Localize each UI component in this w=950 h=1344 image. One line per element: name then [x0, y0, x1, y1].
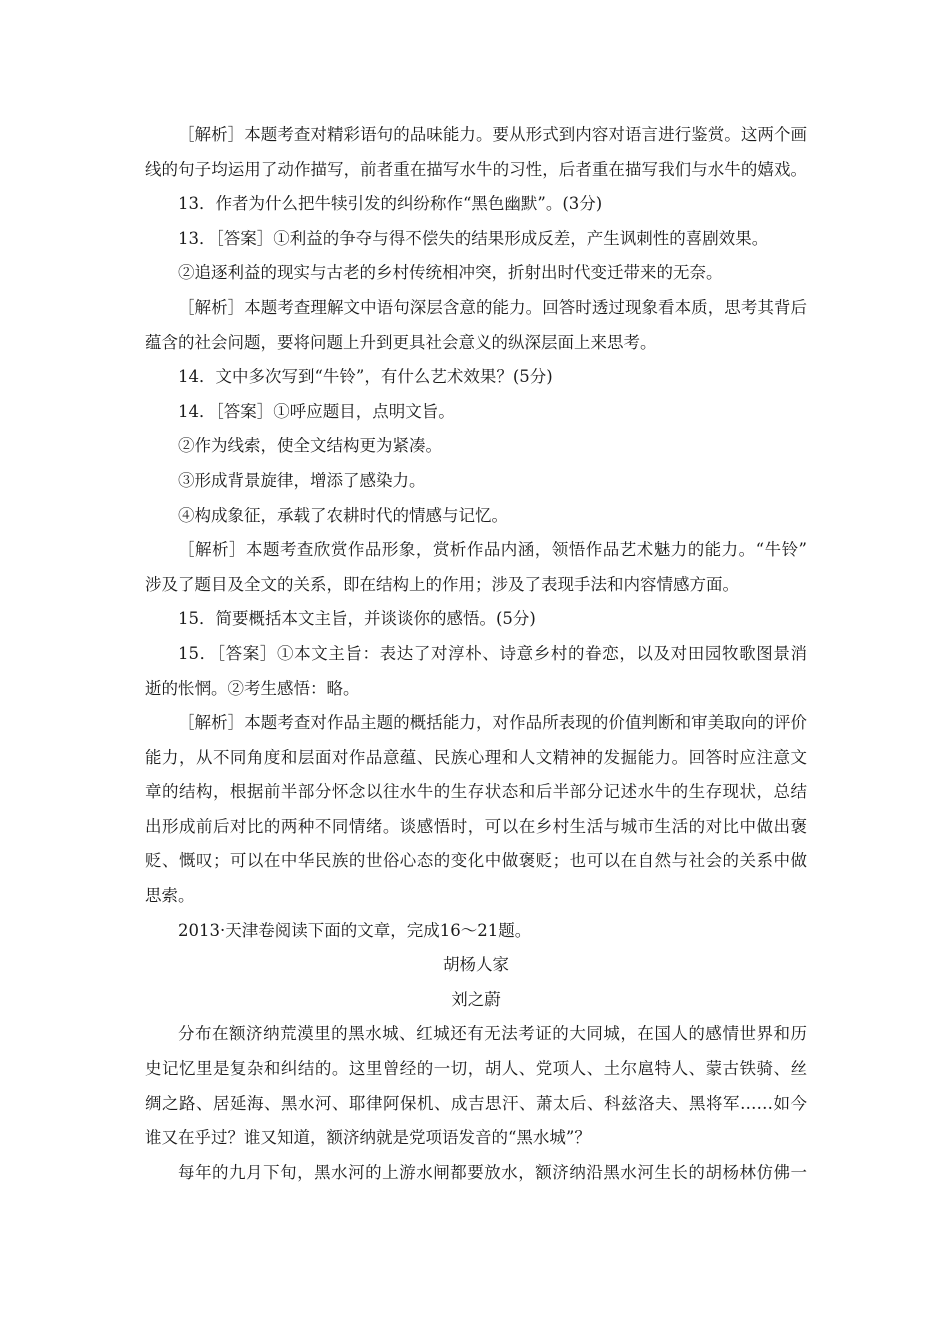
analysis-13-line-1: ［解析］本题考查理解文中语句深层含意的能力。回答时透过现象看本质，思考其背后	[178, 297, 807, 317]
analysis-12-line-1: ［解析］本题考查对精彩语句的品味能力。要从形式到内容对语言进行鉴赏。这两个画	[178, 125, 807, 144]
answer-15-line-2: 逝的怅惘。②考生感悟：略。	[145, 678, 360, 698]
analysis-15-line-3: 章的结构，根据前半部分怀念以往水牛的生存状态和后半部分记述水牛的生存现状，总结	[145, 782, 807, 802]
reading-intro: 2013·天津卷阅读下面的文章，完成16～21题。	[178, 920, 532, 940]
answer-14-line-4: ④构成象征，承载了农耕时代的情感与记忆。	[178, 505, 508, 525]
question-15: 15．简要概括本文主旨，并谈谈你的感悟。(5分)	[178, 609, 536, 629]
answer-14-line-2: ②作为线索，使全文结构更为紧凑。	[178, 436, 442, 456]
answer-13-line-2: ②追逐利益的现实与古老的乡村传统相冲突，折射出时代变迁带来的无奈。	[178, 263, 723, 283]
document-page	[145, 118, 807, 1190]
article-paragraph-1-line-2: 史记忆里是复杂和纠结的。这里曾经的一切，胡人、党项人、土尔扈特人、蒙古铁骑、丝	[145, 1059, 807, 1079]
article-paragraph-2-line-1: 每年的九月下旬，黑水河的上游水闸都要放水，额济纳沿黑水河生长的胡杨林仿佛一	[178, 1162, 807, 1182]
answer-14-line-3: ③形成背景旋律，增添了感染力。	[178, 470, 426, 490]
answer-14-line-1: 14．［答案］①呼应题目，点明文旨。	[178, 401, 455, 421]
question-13: 13．作者为什么把牛犊引发的纠纷称作“黑色幽默”。(3分)	[178, 194, 603, 214]
analysis-15-line-2: 能力，从不同角度和层面对作品意蕴、民族心理和人文精神的发掘能力。回答时应注意文	[145, 747, 807, 767]
analysis-15-line-1: ［解析］本题考查对作品主题的概括能力，对作品所表现的价值判断和审美取向的评价	[178, 713, 807, 733]
article-paragraph-1-line-3: 绸之路、居延海、黑水河、耶律阿保机、成吉思汗、萧太后、科兹洛夫、黑将军……如今	[145, 1093, 807, 1113]
analysis-15-line-6: 思索。	[145, 886, 195, 906]
article-paragraph-1-line-1: 分布在额济纳荒漠里的黑水城、红城还有无法考证的大同城，在国人的感情世界和历	[178, 1024, 807, 1044]
analysis-15-line-5: 贬、慨叹；可以在中华民族的世俗心态的变化中做褒贬；也可以在自然与社会的关系中做	[145, 851, 807, 871]
article-title: 胡杨人家	[443, 955, 509, 975]
analysis-14-line-1: ［解析］本题考查欣赏作品形象，赏析作品内涵，领悟作品艺术魅力的能力。“牛铃”	[178, 540, 807, 560]
analysis-12-line-2: 线的句子均运用了动作描写，前者重在描写水牛的习性，后者重在描写我们与水牛的嬉戏。	[145, 159, 807, 179]
answer-13-line-1: 13．［答案］①利益的争夺与得不偿失的结果形成反差，产生讽刺性的喜剧效果。	[178, 228, 769, 248]
question-14: 14．文中多次写到“牛铃”，有什么艺术效果？(5分)	[178, 367, 553, 387]
analysis-13-line-2: 蕴含的社会问题，要将问题上升到更具社会意义的纵深层面上来思考。	[145, 332, 657, 352]
analysis-14-line-2: 涉及了题目及全文的关系，即在结构上的作用；涉及了表现手法和内容情感方面。	[145, 574, 739, 594]
article-paragraph-1-line-4: 谁又在乎过？谁又知道，额济纳就是党项语发音的“黑水城”？	[145, 1128, 591, 1148]
analysis-15-line-4: 出形成前后对比的两种不同情绪。谈感悟时，可以在乡村生活与城市生活的对比中做出褒	[145, 816, 807, 836]
answer-15-line-1: 15．［答案］①本文主旨：表达了对淳朴、诗意乡村的眷恋，以及对田园牧歌图景消	[178, 643, 807, 663]
article-author: 刘之蔚	[451, 989, 501, 1009]
